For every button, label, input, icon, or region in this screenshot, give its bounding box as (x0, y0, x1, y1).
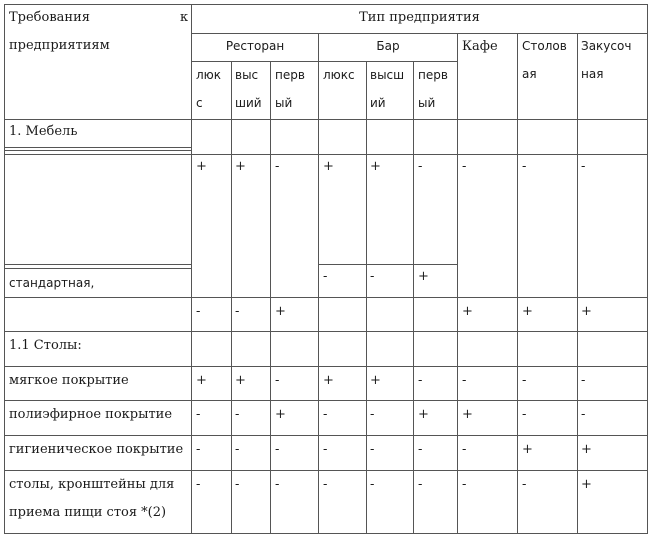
mark-cell: - (275, 442, 280, 457)
mark-cell: - (418, 373, 423, 388)
snack-header-bottom: ная (581, 67, 604, 81)
mark-cell: - (196, 407, 201, 422)
grid-line (4, 297, 648, 298)
mark-cell: + (196, 159, 207, 174)
mark-cell: + (462, 304, 473, 319)
grid-line (191, 33, 648, 34)
mark-cell: + (196, 373, 207, 388)
mark-cell: - (581, 373, 586, 388)
class-header-top: перв (275, 68, 305, 82)
row-label-kronsht-1: столы, кронштейны для (9, 477, 175, 492)
class-header-top: выс (235, 68, 259, 82)
grid-line (231, 61, 232, 534)
grid-line (4, 268, 191, 269)
class-header-top: перв (418, 68, 448, 82)
bar-header: Бар (376, 39, 400, 53)
grid-line (4, 533, 648, 534)
requirements-header: Требования (9, 10, 90, 25)
mark-cell: + (323, 373, 334, 388)
class-header-top: высш (370, 68, 405, 82)
mark-cell: - (462, 477, 467, 492)
mark-cell: + (462, 407, 473, 422)
grid-line (4, 154, 648, 155)
requirements-header-line2: предприятиям (9, 38, 110, 53)
mark-cell: - (235, 304, 240, 319)
row-label-kronsht-2: приема пищи стоя *(2) (9, 505, 167, 520)
class-header-bottom: с (196, 96, 203, 110)
mark-cell: - (418, 442, 423, 457)
grid-line (577, 33, 578, 534)
grid-line (366, 61, 367, 534)
mark-cell: - (581, 407, 586, 422)
requirements-header-k: к (180, 10, 189, 25)
mark-cell: + (235, 373, 246, 388)
grid-line (4, 366, 648, 367)
mark-cell: - (522, 159, 527, 174)
canteen-header-bottom: ая (522, 67, 537, 81)
grid-line (4, 264, 191, 265)
mark-cell: - (370, 477, 375, 492)
mark-cell: + (235, 159, 246, 174)
mark-cell: + (581, 304, 592, 319)
grid-line (4, 400, 648, 401)
mark-cell: + (275, 304, 286, 319)
mark-cell: - (323, 269, 328, 284)
mark-cell: - (275, 477, 280, 492)
mark-cell: - (462, 159, 467, 174)
grid-line (4, 119, 648, 120)
class-header-top: люк (196, 68, 222, 82)
mark-cell: - (235, 442, 240, 457)
mark-cell: - (462, 442, 467, 457)
row-label-stoly: 1.1 Столы: (9, 338, 82, 353)
mark-cell: + (581, 442, 592, 457)
grid-line (4, 331, 648, 332)
mark-cell: - (196, 442, 201, 457)
row-label-myagkoe: мягкое покрытие (9, 373, 129, 388)
mark-cell: + (522, 442, 533, 457)
mark-cell: - (462, 373, 467, 388)
restaurant-header: Ресторан (225, 39, 285, 53)
grid-line (4, 147, 191, 148)
mark-cell: - (522, 373, 527, 388)
mark-cell: - (196, 477, 201, 492)
mark-cell: - (370, 269, 375, 284)
class-header-bottom: ший (235, 96, 262, 110)
mark-cell: - (196, 304, 201, 319)
mark-cell: + (418, 407, 429, 422)
mark-cell: + (522, 304, 533, 319)
cafe-header: Кафе (462, 39, 498, 54)
mark-cell: - (275, 373, 280, 388)
grid-line (4, 4, 648, 5)
grid-line (318, 264, 457, 265)
grid-line (4, 435, 648, 436)
class-header-top: люкс (323, 68, 355, 82)
mark-cell: - (418, 477, 423, 492)
class-header-bottom: ый (418, 96, 436, 110)
grid-line (4, 150, 191, 151)
grid-line (413, 61, 414, 534)
mark-cell: + (418, 269, 429, 284)
snack-header-top: Закусоч (581, 39, 632, 53)
mark-cell: - (581, 159, 586, 174)
grid-line (457, 33, 458, 534)
row-label-standard: стандартная, (9, 276, 95, 290)
grid-line (4, 4, 5, 534)
mark-cell: - (370, 442, 375, 457)
mark-cell: + (581, 477, 592, 492)
mark-cell: - (323, 407, 328, 422)
mark-cell: - (522, 477, 527, 492)
grid-line (517, 33, 518, 534)
mark-cell: - (522, 407, 527, 422)
mark-cell: + (370, 159, 381, 174)
class-header-bottom: ий (370, 96, 386, 110)
mark-cell: - (275, 159, 280, 174)
grid-line (191, 4, 192, 534)
grid-line (4, 470, 648, 471)
mark-cell: - (235, 407, 240, 422)
mark-cell: - (235, 477, 240, 492)
mark-cell: + (323, 159, 334, 174)
mark-cell: - (418, 159, 423, 174)
mark-cell: - (323, 442, 328, 457)
grid-line (647, 4, 648, 534)
row-label-gigien: гигиеническое покрытие (9, 442, 184, 457)
class-header-bottom: ый (275, 96, 293, 110)
mark-cell: + (370, 373, 381, 388)
mark-cell: - (370, 407, 375, 422)
grid-line (270, 61, 271, 534)
type-title: Тип предприятия (359, 10, 480, 25)
canteen-header-top: Столов (522, 39, 567, 53)
row-label-poliefir: полиэфирное покрытие (9, 407, 173, 422)
mark-cell: - (323, 477, 328, 492)
mark-cell: + (275, 407, 286, 422)
grid-line (318, 33, 319, 534)
row-label-mebel: 1. Мебель (9, 124, 78, 139)
